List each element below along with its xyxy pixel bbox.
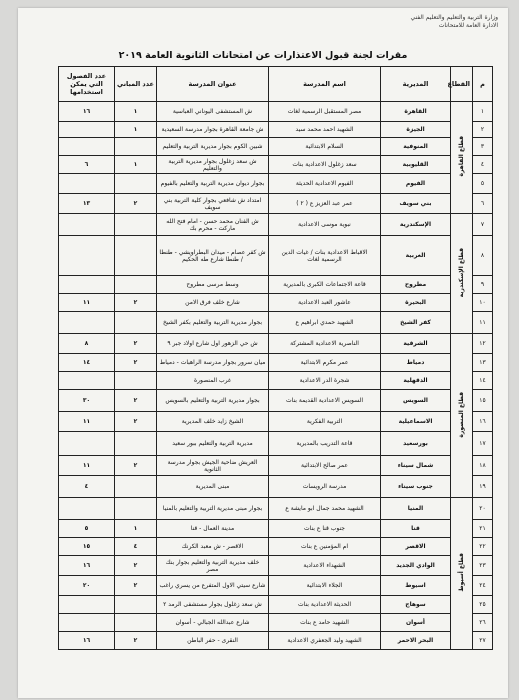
school-address-cell: النقرى - حفر الباطن [157, 632, 269, 650]
school-address-cell: بجوار مديرية التربية والتعليم بكفر الشيخ [157, 312, 269, 334]
school-name-cell: مدرسة الرويسات [269, 476, 381, 498]
school-address-cell: ش المستشفى اليوناني العباسية [157, 102, 269, 122]
governorate-cell: قنا [381, 520, 451, 538]
row-index: ١٨ [473, 456, 493, 476]
school-address-cell: ش سعد زغلول بجوار مديرية التربية والتعليم [157, 156, 269, 174]
buildings-cell: ١ [115, 102, 157, 122]
table-row [59, 456, 493, 476]
table-row [59, 372, 493, 390]
table-row [59, 236, 493, 276]
school-name-cell: الجلاء الابتدائية [269, 576, 381, 596]
classes-cell [59, 214, 115, 236]
classes-cell: ١٣ [59, 194, 115, 214]
governorate-cell: الإسكندرية [381, 214, 451, 236]
school-name-cell: الشهيد احمد محمد سيد [269, 122, 381, 138]
row-index: ٦ [473, 194, 493, 214]
table-body [59, 102, 493, 650]
school-name-cell: عمر مكرم الابتدائية [269, 354, 381, 372]
school-name-cell: الشهيد محمد جمال ابو مايشة ع [269, 498, 381, 520]
school-address-cell: بجوار مبنى مديرية التربية والتعليم بالمنيا [157, 498, 269, 520]
governorate-cell: البحيرة [381, 294, 451, 312]
ministry-header [410, 14, 498, 30]
col-idx: م [473, 67, 493, 102]
row-index: ٨ [473, 236, 493, 276]
buildings-cell: ١ [115, 122, 157, 138]
sector-cell [451, 498, 473, 650]
committees-table [58, 66, 493, 650]
classes-cell [59, 174, 115, 194]
school-address-cell: مديرية التربية والتعليم ببور سعيد [157, 432, 269, 456]
buildings-cell: ٢ [115, 390, 157, 412]
classes-cell [59, 596, 115, 614]
sector-label: قطاع القاهرة [458, 136, 465, 177]
table-row [59, 174, 493, 194]
school-address-cell: شارع سيتي الاول المتفرع من يسري راغب [157, 576, 269, 596]
row-index: ١ [473, 102, 493, 122]
buildings-cell [115, 498, 157, 520]
buildings-cell: ٢ [115, 412, 157, 432]
school-name-cell: الحديثة الاعدادية بنات [269, 596, 381, 614]
row-index: ١٠ [473, 294, 493, 312]
school-name-cell: قاعة التدريب بالمديرية [269, 432, 381, 456]
governorate-cell: اسيوط [381, 576, 451, 596]
governorate-cell: دمياط [381, 354, 451, 372]
row-index: ٢١ [473, 520, 493, 538]
table-row [59, 138, 493, 156]
governorate-cell: الشرقية [381, 334, 451, 354]
row-index: ٤ [473, 156, 493, 174]
governorate-cell: الفيوم [381, 174, 451, 194]
school-address-cell: شبين الكوم بجوار مديرية التربية والتعليم [157, 138, 269, 156]
school-address-cell: غرب المنصورة [157, 372, 269, 390]
table-row [59, 520, 493, 538]
governorate-cell: بني سويف [381, 194, 451, 214]
table-row [59, 614, 493, 632]
classes-cell [59, 122, 115, 138]
school-name-cell: عاشور العبد الاعدادية [269, 294, 381, 312]
school-address-cell: ش حي الزهور اول شارع اولاد جبر ٩ [157, 334, 269, 354]
school-address-cell: ش الفنان محمد حسن - امام فتح الله ماركت - محرم بك [157, 214, 269, 236]
governorate-cell: المنوفية [381, 138, 451, 156]
table-header-row [59, 67, 493, 102]
school-address-cell: بجوار مديرية التربية والتعليم بالسويس [157, 390, 269, 412]
buildings-cell: ٢ [115, 576, 157, 596]
classes-cell: ٢٠ [59, 576, 115, 596]
table-row [59, 294, 493, 312]
classes-cell: ١٦ [59, 556, 115, 576]
classes-cell: ١١ [59, 294, 115, 312]
buildings-cell: ٢ [115, 194, 157, 214]
classes-cell [59, 614, 115, 632]
school-name-cell: عمر صالح الابتدائية [269, 456, 381, 476]
classes-cell [59, 236, 115, 276]
table-row [59, 214, 493, 236]
school-name-cell: الشهيد وليد الجعفري الاعدادية [269, 632, 381, 650]
row-index: ٢٠ [473, 498, 493, 520]
classes-cell: ١٦ [59, 632, 115, 650]
row-index: ١٣ [473, 354, 493, 372]
school-address-cell: وسط مرسى مطروح [157, 276, 269, 294]
buildings-cell [115, 596, 157, 614]
governorate-cell: السويس [381, 390, 451, 412]
table-row [59, 276, 493, 294]
row-index: ٢٧ [473, 632, 493, 650]
row-index: ٢٤ [473, 576, 493, 596]
school-name-cell: السويس الاعدادية القديمة بنات [269, 390, 381, 412]
school-name-cell: ام المؤمنين ع بنات [269, 538, 381, 556]
row-index: ٢ [473, 122, 493, 138]
school-address-cell: بجوار ديوان مديرية التربية والتعليم بالفيوم [157, 174, 269, 194]
col-gov: المديرية [381, 67, 451, 102]
table-row [59, 194, 493, 214]
school-name-cell: شجرة الدر الاعدادية [269, 372, 381, 390]
buildings-cell: ٢ [115, 294, 157, 312]
row-index: ٣ [473, 138, 493, 156]
sector-cell [451, 334, 473, 498]
classes-cell: ١٦ [59, 102, 115, 122]
table-row [59, 122, 493, 138]
buildings-cell: ٢ [115, 334, 157, 354]
sector-label: قطاع المنصورة [458, 391, 465, 438]
school-address-cell: شارع خلف فرق الامن [157, 294, 269, 312]
school-address-cell: شارع عبدالله الجبالي - أسوان [157, 614, 269, 632]
col-buildings: عدد المباني [115, 67, 157, 102]
school-name-cell: نبوية موسى الاعدادية [269, 214, 381, 236]
buildings-cell: ٢ [115, 632, 157, 650]
school-name-cell: التربية الفكرية [269, 412, 381, 432]
school-address-cell: امتداد ش شافعي بجوار كلية التربية بني سويف [157, 194, 269, 214]
school-name-cell: الشهداء الاعدادية [269, 556, 381, 576]
buildings-cell [115, 312, 157, 334]
buildings-cell [115, 138, 157, 156]
ministry-line-2: الادارة العامة للامتحانات [438, 22, 498, 29]
governorate-cell: القليوبية [381, 156, 451, 174]
buildings-cell [115, 276, 157, 294]
governorate-cell: الدقهلية [381, 372, 451, 390]
school-name-cell: السلام الابتدائية [269, 138, 381, 156]
school-address-cell: الاقصر - ش معبد الكرنك [157, 538, 269, 556]
classes-cell: ٣٠ [59, 390, 115, 412]
row-index: ٩ [473, 276, 493, 294]
table-row [59, 498, 493, 520]
school-name-cell: عمر عبد العزيز ع ( ٢ ) [269, 194, 381, 214]
buildings-cell: ٤ [115, 538, 157, 556]
governorate-cell: البحر الاحمر [381, 632, 451, 650]
classes-cell: ٨ [59, 334, 115, 354]
row-index: ١٧ [473, 432, 493, 456]
table-row [59, 632, 493, 650]
school-address-cell: ش سعد زغلول بجوار مستشفى الرمد ٢ [157, 596, 269, 614]
table-row [59, 432, 493, 456]
buildings-cell [115, 372, 157, 390]
governorate-cell: الاسماعيلية [381, 412, 451, 432]
school-address-cell: ش جامعة القاهرة بجوار مدرسة السعيدية [157, 122, 269, 138]
sector-cell [451, 102, 473, 214]
row-index: ٢٦ [473, 614, 493, 632]
row-index: ١٢ [473, 334, 493, 354]
classes-cell: ١١ [59, 412, 115, 432]
col-sector: القطاع [451, 67, 473, 102]
buildings-cell: ١ [115, 156, 157, 174]
document-page [18, 8, 508, 698]
col-address: عنوان المدرسة [157, 67, 269, 102]
classes-cell: ١٥ [59, 538, 115, 556]
classes-cell [59, 432, 115, 456]
row-index: ١٤ [473, 372, 493, 390]
school-name-cell: الاقباط الاعدادية بنات / غيات الدين الرسمية لغات [269, 236, 381, 276]
school-name-cell: الناصرية الاعدادية المشتركة [269, 334, 381, 354]
col-classes: عدد الفصول التي يمكن استخدامها [59, 67, 115, 102]
school-name-cell: سعد زغلول الاعدادية بنات [269, 156, 381, 174]
governorate-cell: الغربية [381, 236, 451, 276]
buildings-cell [115, 174, 157, 194]
school-address-cell: العريش ضاحية الجيش بجوار مدرسة الثانوية [157, 456, 269, 476]
school-name-cell: جنوب قنا ع بنات [269, 520, 381, 538]
governorate-cell: سوهاج [381, 596, 451, 614]
governorate-cell: مطروح [381, 276, 451, 294]
governorate-cell: كفر الشيخ [381, 312, 451, 334]
sector-cell [451, 214, 473, 334]
school-name-cell: مصر المستقبل الرسمية لغات [269, 102, 381, 122]
governorate-cell: الجيزة [381, 122, 451, 138]
classes-cell: ٥ [59, 520, 115, 538]
classes-cell [59, 276, 115, 294]
classes-cell: ١٤ [59, 354, 115, 372]
buildings-cell: ٢ [115, 556, 157, 576]
buildings-cell [115, 476, 157, 498]
school-address-cell: ميان سرور بجوار مدرسة الراهبات - دمياط [157, 354, 269, 372]
buildings-cell [115, 236, 157, 276]
table-row [59, 102, 493, 122]
governorate-cell: الوادي الجديد [381, 556, 451, 576]
row-index: ١٩ [473, 476, 493, 498]
table-row [59, 312, 493, 334]
governorate-cell: جنوب سيناء [381, 476, 451, 498]
governorate-cell: المنيا [381, 498, 451, 520]
table-row [59, 556, 493, 576]
table-row [59, 476, 493, 498]
sector-label: قطاع أسيوط [458, 553, 465, 592]
buildings-cell: ٢ [115, 456, 157, 476]
governorate-cell: القاهرة [381, 102, 451, 122]
table-row [59, 596, 493, 614]
buildings-cell [115, 614, 157, 632]
row-index: ٢٣ [473, 556, 493, 576]
table-row [59, 390, 493, 412]
row-index: ١٥ [473, 390, 493, 412]
classes-cell [59, 372, 115, 390]
governorate-cell: بورسعيد [381, 432, 451, 456]
governorate-cell: الاقصر [381, 538, 451, 556]
table-row [59, 576, 493, 596]
table-row [59, 412, 493, 432]
school-address-cell: خلف مديرية التربية والتعليم بجوار بنك مصر [157, 556, 269, 576]
row-index: ١١ [473, 312, 493, 334]
buildings-cell: ٢ [115, 354, 157, 372]
table-row [59, 334, 493, 354]
buildings-cell [115, 214, 157, 236]
governorate-cell: أسوان [381, 614, 451, 632]
school-name-cell: الشهيد حمدي ابراهيم ع [269, 312, 381, 334]
row-index: ٢٥ [473, 596, 493, 614]
sector-label: قطاع الإسكندرية [458, 247, 465, 298]
classes-cell: ٦ [59, 156, 115, 174]
classes-cell [59, 498, 115, 520]
buildings-cell: ١ [115, 520, 157, 538]
buildings-cell [115, 432, 157, 456]
row-index: ٥ [473, 174, 493, 194]
table-row [59, 156, 493, 174]
school-name-cell: قاعة الاجتماعات الكبرى بالمديرية [269, 276, 381, 294]
row-index: ٧ [473, 214, 493, 236]
table-row [59, 538, 493, 556]
row-index: ١٦ [473, 412, 493, 432]
school-address-cell: الشيخ زايد خلف المديرية [157, 412, 269, 432]
governorate-cell: شمال سيناء [381, 456, 451, 476]
ministry-line-1: وزارة التربية والتعليم والتعليم الفني [410, 14, 498, 21]
classes-cell: ١١ [59, 456, 115, 476]
school-address-cell: مدينة العمال - قنا [157, 520, 269, 538]
school-name-cell: الشهيد حامد ع بنات [269, 614, 381, 632]
document-title: مقرات لجنة قبول الاعتذارات عن امتحانات الثانوية العامة ٢٠١٩ [118, 50, 408, 61]
school-address-cell: مبنى المديرية [157, 476, 269, 498]
table-row [59, 354, 493, 372]
school-name-cell: الفيوم الاعدادية الحديثة [269, 174, 381, 194]
row-index: ٢٢ [473, 538, 493, 556]
classes-cell [59, 312, 115, 334]
col-school: اسم المدرسة [269, 67, 381, 102]
classes-cell: ٤ [59, 476, 115, 498]
school-address-cell: ش كفر عصام - ميدان البطراويشي - طنطا / طنطا شارع طه الحكيم [157, 236, 269, 276]
classes-cell [59, 138, 115, 156]
